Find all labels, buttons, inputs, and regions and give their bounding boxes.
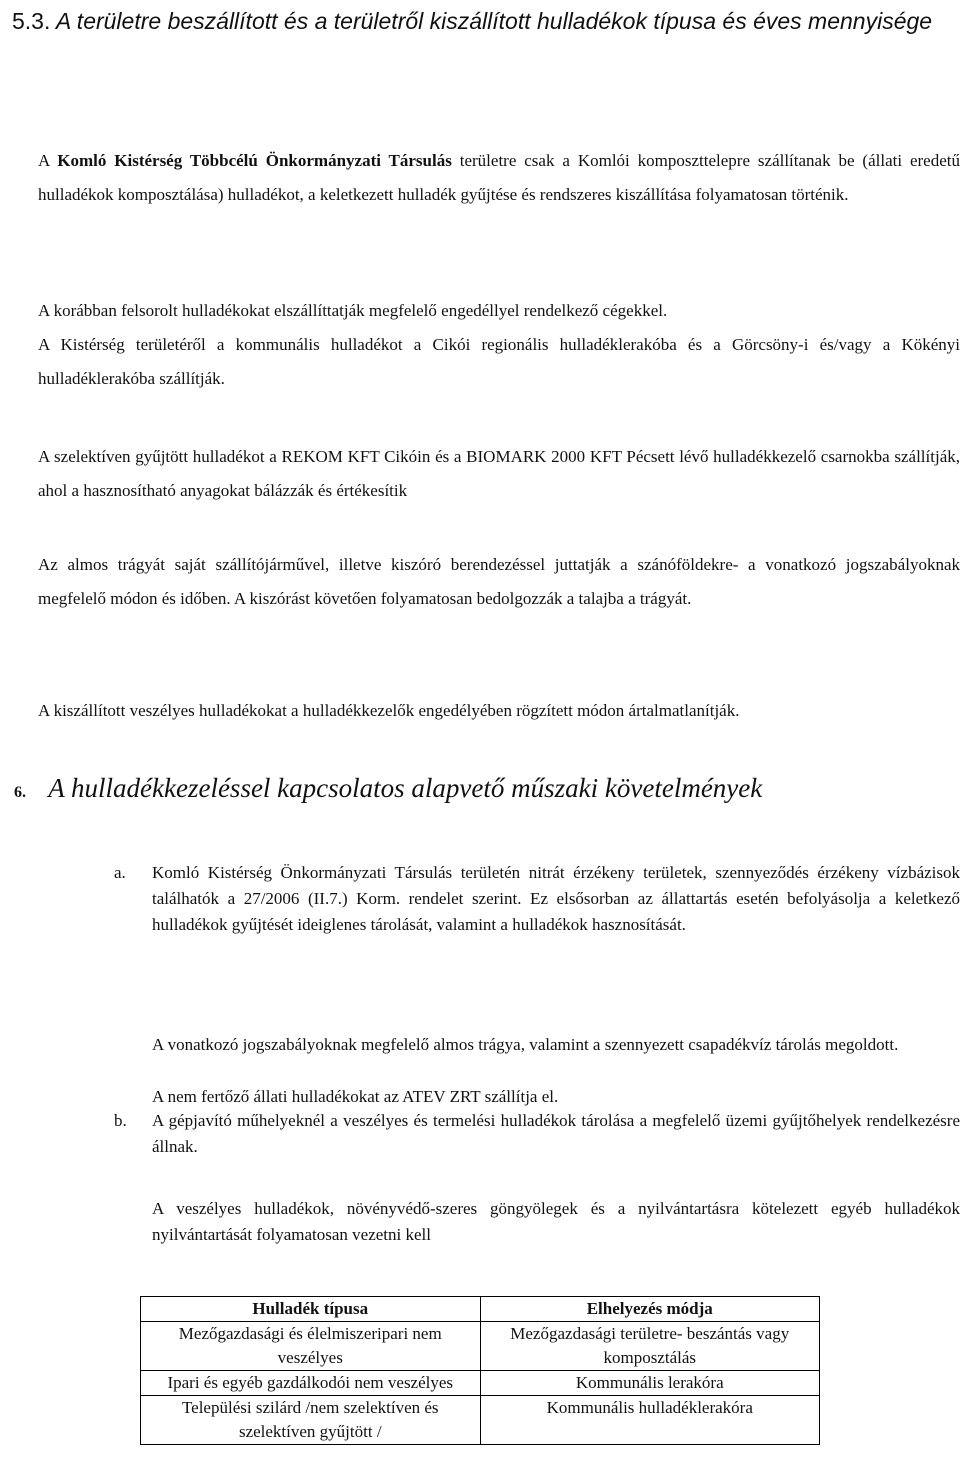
section-title: A hulladékkezeléssel kapcsolatos alapvető műszaki követelmények [48, 773, 763, 803]
list-letter-a: a. [114, 863, 126, 882]
list-item-b-records: A veszélyes hulladékok, növényvédő-szeres göngyölegek és a nyilvántartásra kötelezett egyéb hulladékok nyilvántartását folyamatosan vezetni kell [152, 1199, 960, 1244]
section-heading-5-3 [12, 2, 952, 40]
section-number: 6. [14, 784, 26, 801]
paragraph-transport: A korábban felsorolt hulladékokat elszállíttatják megfelelő engedéllyel rendelkező cégekkel. [38, 301, 668, 320]
list-item-a-atev: A nem fertőző állati hulladékokat az ATEV ZRT szállítja el. [152, 1087, 559, 1106]
table-header-row [141, 1297, 820, 1322]
paragraph-hazardous: A kiszállított veszélyes hulladékokat a hulladékkezelők engedélyében rögzített módon ártalmatlanítják. [38, 701, 740, 720]
paragraph-manure: Az almos trágyát saját szállítójárművel, illetve kiszóró berendezéssel juttatják a szánóföldekre- a vonatkozó jogszabályoknak megfelelő módon és időben. A kiszórást követően folyamatosan bedolgozzák a talajba a trágyát. [38, 555, 960, 608]
table-cell: Mezőgazdasági és élelmiszeripari nem veszélyes [141, 1322, 481, 1371]
section-heading-6 [14, 768, 954, 813]
paragraph-selective-waste: A szelektíven gyűjtött hulladékot a REKOM KFT Cikóin és a BIOMARK 2000 KFT Pécsett lévő hulladékkezelő csarnokba szállítják, ahol a hasznosítható anyagokat bálázzák és értékesítik [38, 447, 960, 500]
table-cell: Ipari és egyéb gazdálkodói nem veszélyes [141, 1371, 481, 1396]
table-cell: Kommunális lerakóra [480, 1371, 820, 1396]
section-number: 5.3. [12, 8, 51, 34]
column-header-disposal-method: Elhelyezés módja [480, 1297, 820, 1322]
table-row [141, 1322, 820, 1371]
paragraph-intro: A Komló Kistérség Többcélú Önkormányzati Társulás területre csak a Komlói komposzttelepre szállítanak be (állati eredetű hulladékok komposztálása) hulladékot, a keletkezett hulladék gyűjtése és rendszeres kiszállítása folyamatosan történik. [38, 151, 960, 204]
table-row [141, 1371, 820, 1396]
association-name: Komló Kistérség Többcélú Önkormányzati Társulás [57, 151, 452, 170]
list-letter-b: b. [114, 1111, 127, 1130]
section-title: A területre beszállított és a területről kiszállított hulladékok típusa és éves mennyisége [55, 8, 933, 34]
table-cell: Települési szilárd /nem szelektíven és szelektíven gyűjtött / [141, 1396, 481, 1445]
column-header-waste-type: Hulladék típusa [141, 1297, 481, 1322]
list-item-a-text: Komló Kistérség Önkormányzati Társulás területén nitrát érzékeny területek, szennyeződés érzékeny vízbázisok találhatók a 27/2006 (II.7.) Korm. rendelet szerint. Ez elsősorban az állattartás esetén befolyásolja a keletkező hulladékok gyűjtését ideiglenes tárolását, valamint a hulladékok hasznosítását. [152, 863, 960, 934]
list-item-b-text: A gépjavító műhelyeknél a veszélyes és termelési hulladékok tárolása a megfelelő üzemi gyűjtőhelyek rendelkezésre állnak. [152, 1111, 960, 1156]
waste-disposal-table [140, 1296, 820, 1445]
table-cell: Mezőgazdasági területre- beszántás vagy komposztálás [480, 1322, 820, 1371]
paragraph-municipal-waste: A Kistérség területéről a kommunális hulladékot a Cikói regionális hulladéklerakóba és a Görcsöny-i és/vagy a Kökényi hulladéklerakóba szállítják. [38, 335, 960, 388]
list-item-a-storage: A vonatkozó jogszabályoknak megfelelő almos trágya, valamint a szennyezett csapadékvíz tárolás megoldott. [152, 1035, 899, 1054]
table-cell: Kommunális hulladéklerakóra [480, 1396, 820, 1445]
table-row [141, 1396, 820, 1445]
